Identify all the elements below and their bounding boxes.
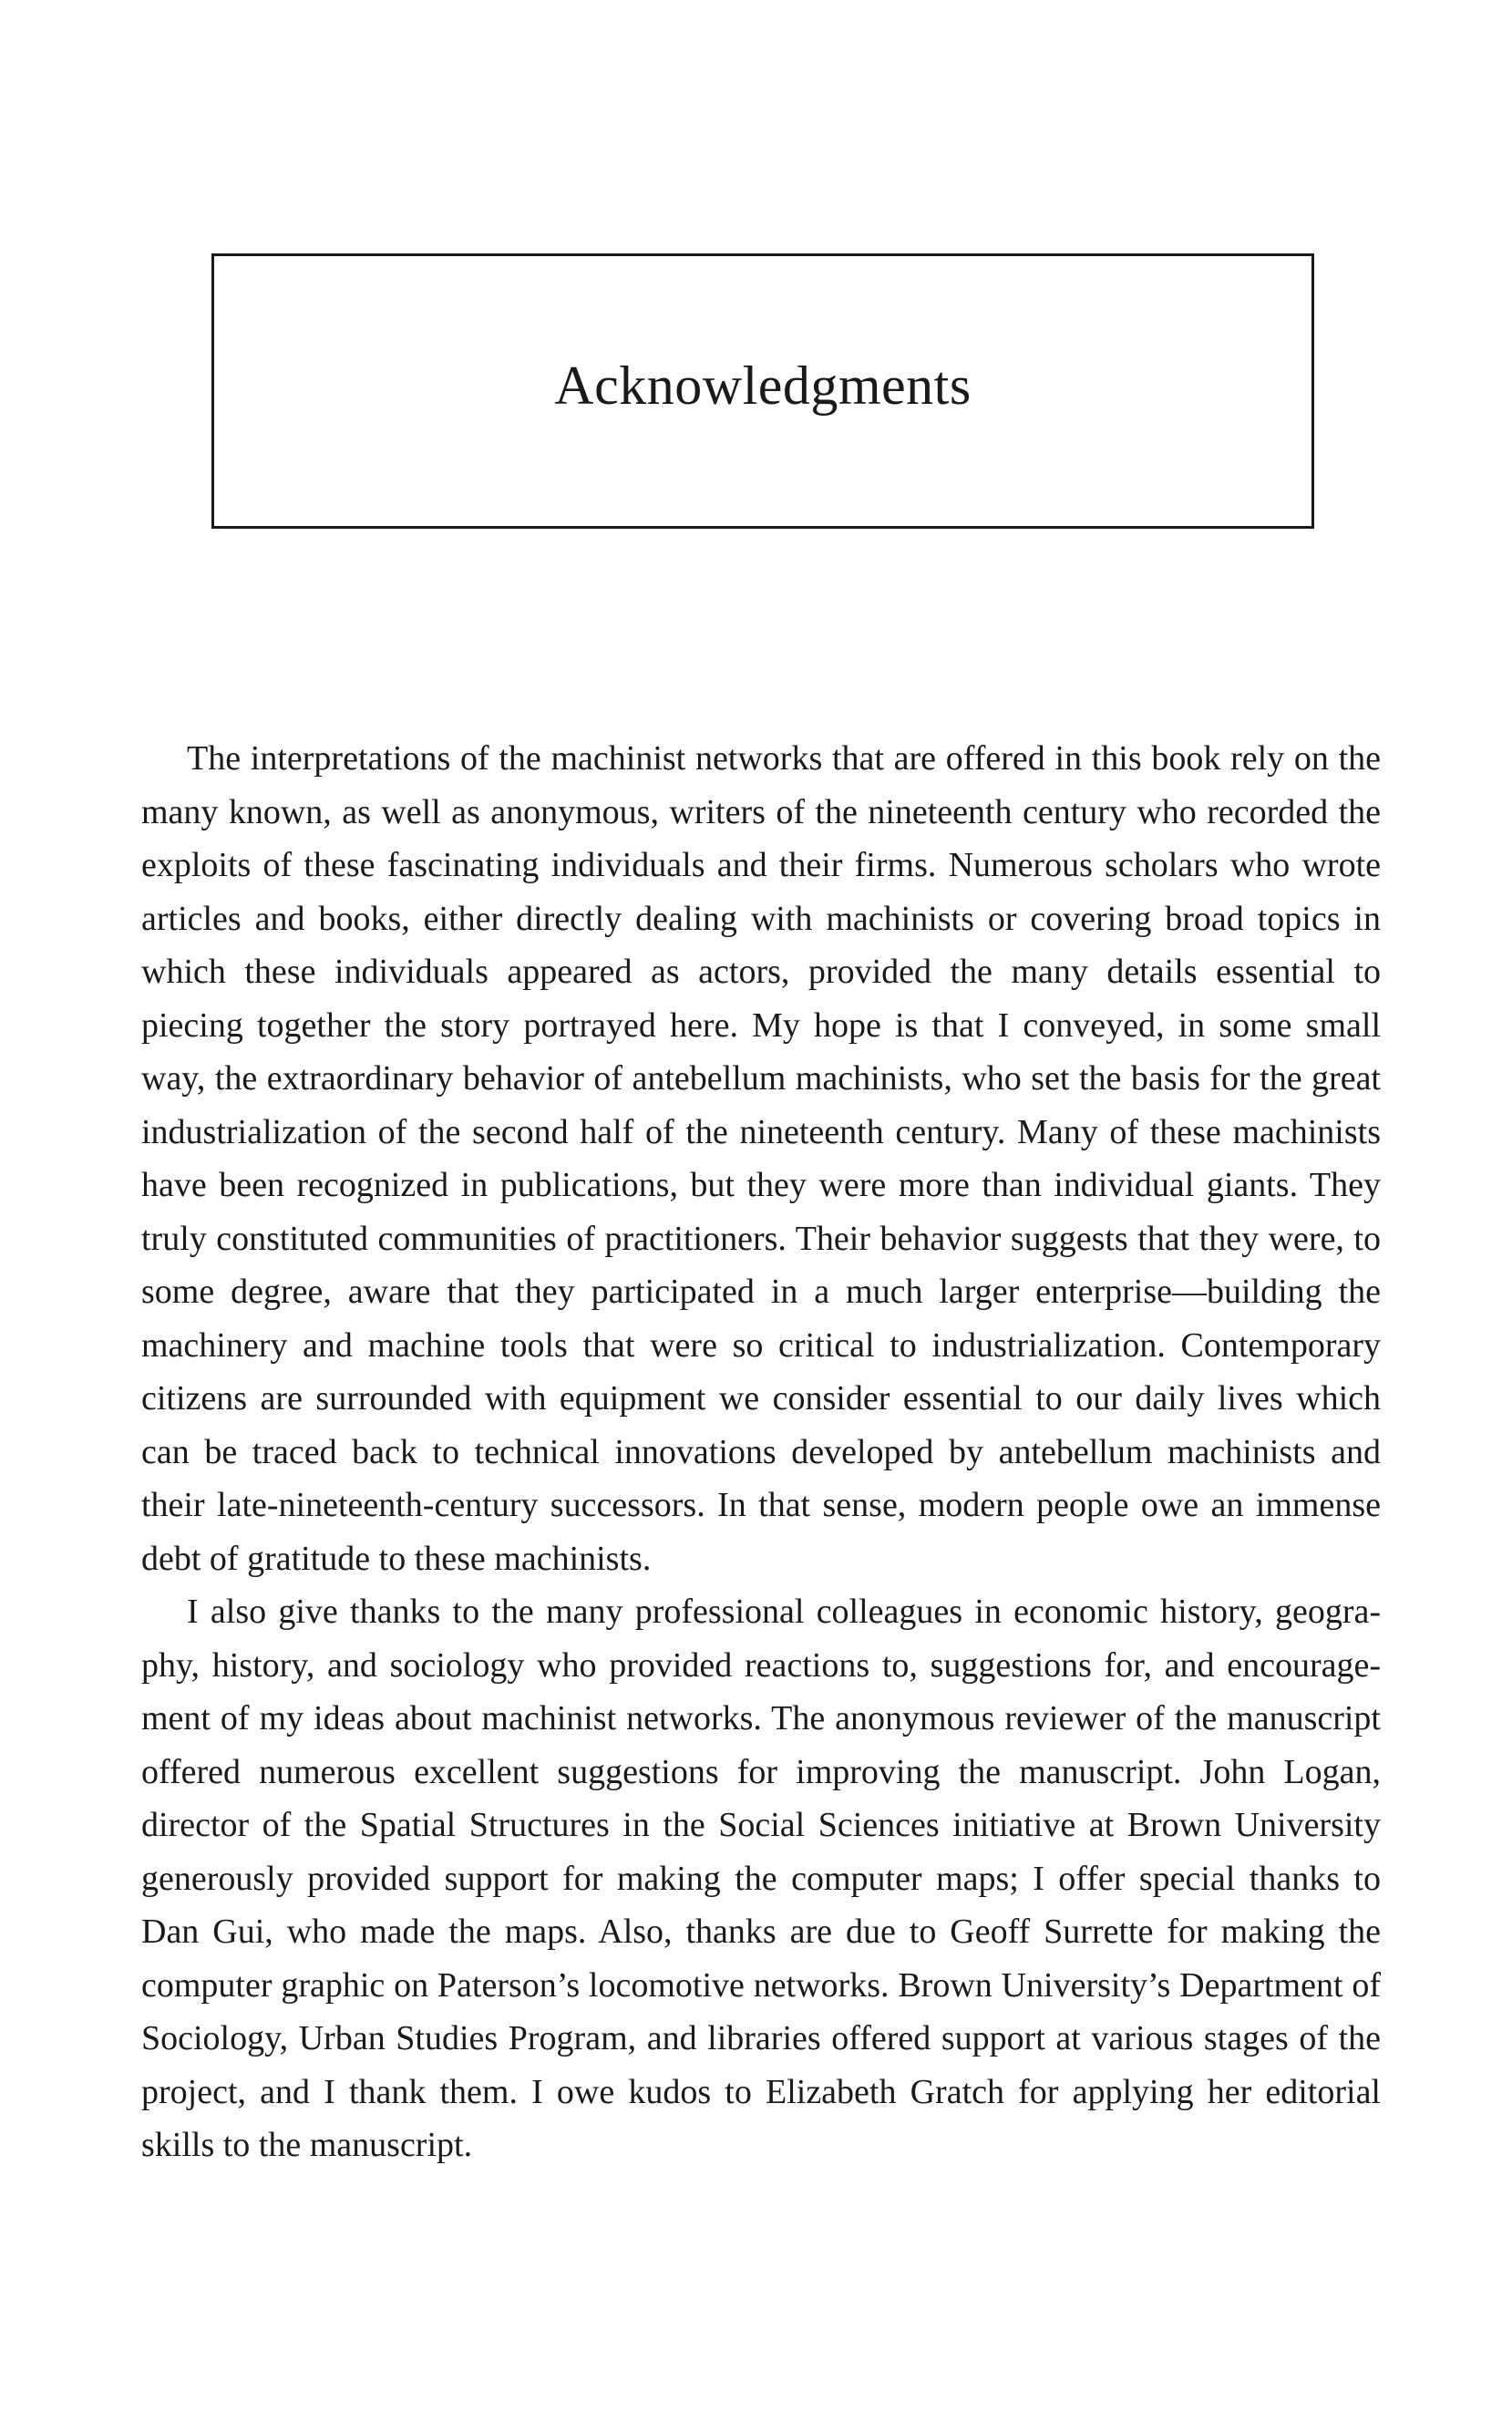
paragraph-1: The interpretations of the machinist networks that are offered in this book rely on the many known, as well as anonymous, writers of the nineteenth century who recorded the exploits of these fascinating individuals and their firms. Numerous scholars who wrote articles and books, either directly dealing with machinists or covering broad topics in which these individuals appeared as actors, provided the many details essential to piecing together the story portrayed here. My hope is that I conveyed, in some small way, the extraordinary behavior of antebellum machinists, who set the basis for the great industrialization of the second half of the nineteenth century. Many of these machinists have been recognized in publications, but they were more than individual giants. They truly constituted communities of practitioners. Their behavior suggests that they were, to some degree, aware that they participated in a much larger enterprise—building the machinery and machine tools that were so critical to industrialization. Contemporary citizens are surrounded with equipment we consider essential to our daily lives which can be traced back to technical innovations developed by antebellum machinists and their late-nineteenth-century successors. In that sense, modern people owe an immense debt of gratitude to these machinists. [141,739,1381,1578]
acknowledgments-body [141,732,1381,2172]
page-title: Acknowledgments [554,355,972,416]
title-frame [211,253,1314,529]
paragraph-2: I also give thanks to the many professional colleagues in economic history, geography, history, and sociology who provided reactions to, suggestions for, and encouragement of my ideas about machinist networks. The anonymous reviewer of the manuscript offered numerous excellent suggestions for improving the manuscript. John Logan, director of the Spatial Structures in the Social Sciences initiative at Brown University generously provided support for making the computer maps; I offer special thanks to Dan Gui, who made the maps. Also, thanks are due to Geoff Surrette for making the computer graphic on Paterson’s locomotive networks. Brown University’s Department of Sociology, Urban Studies Program, and libraries offered support at various stages of the project, and I thank them. I owe kudos to Elizabeth Gratch for applying her editorial skills to the manuscript. [141,1593,1381,2164]
